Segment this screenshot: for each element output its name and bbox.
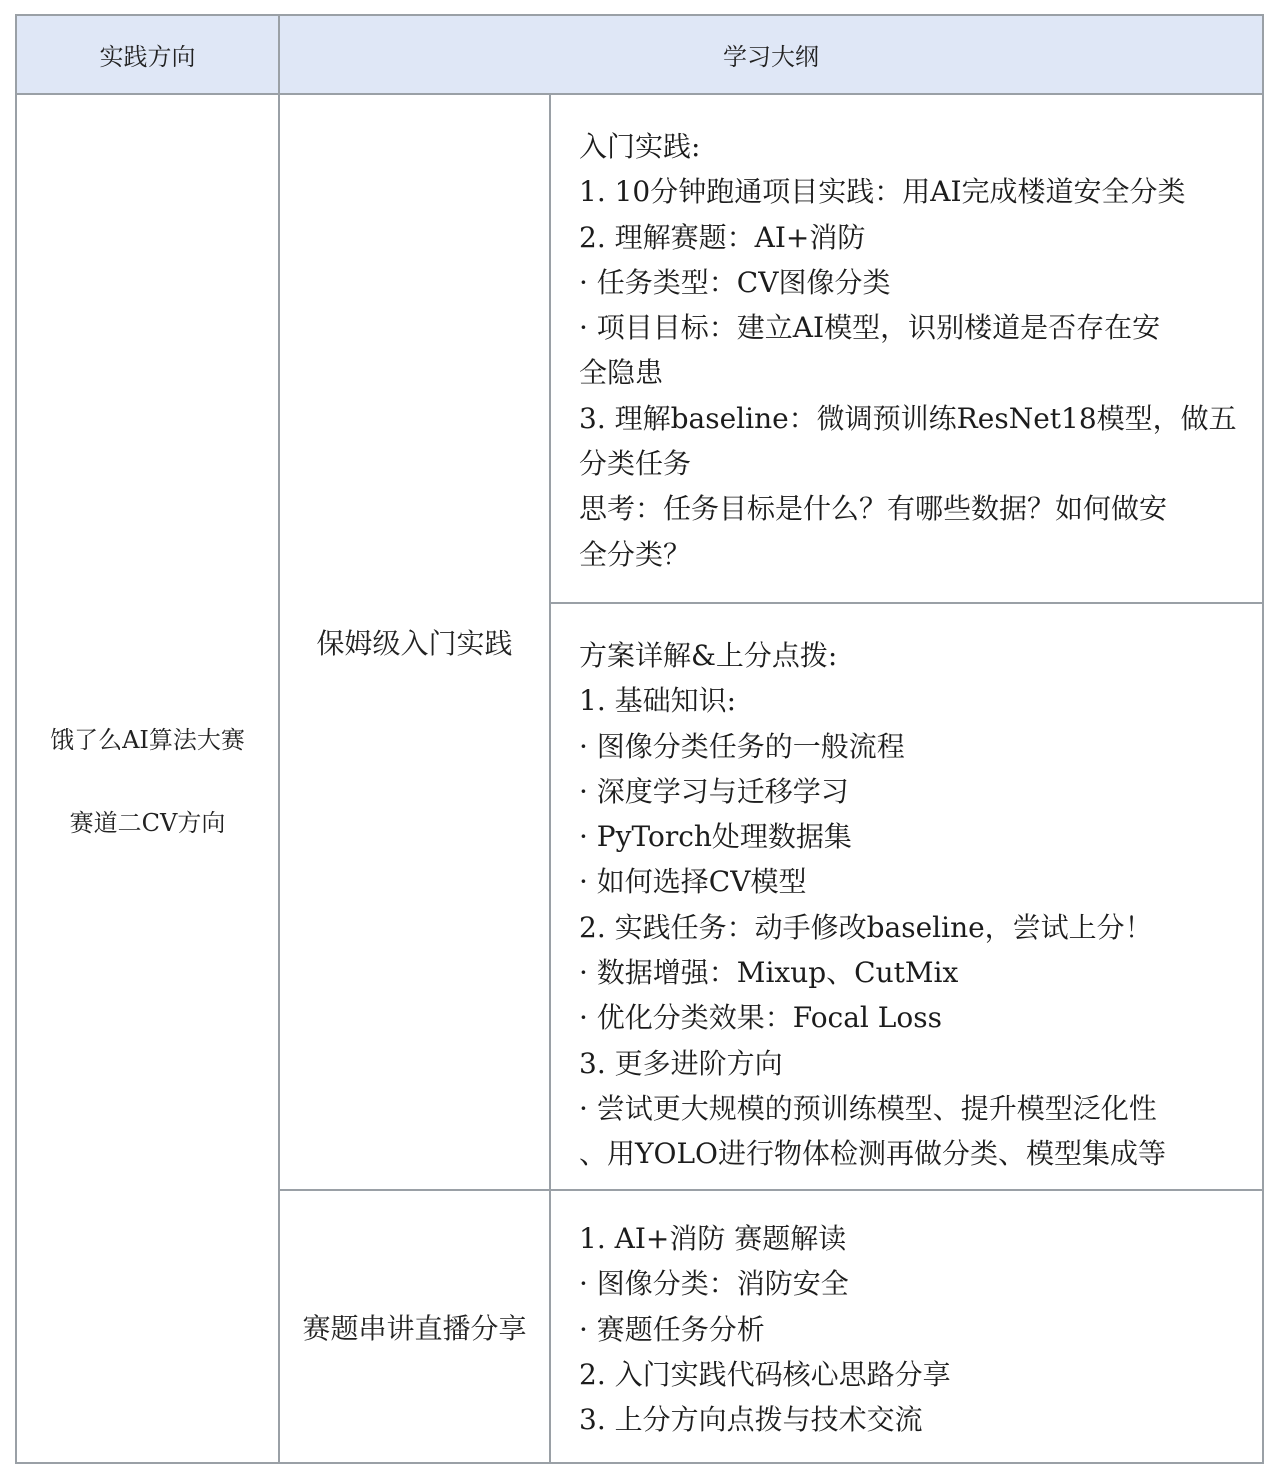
outline-line: 全分类？ [579, 537, 692, 571]
outline-line: 1. AI+消防 赛题解读 [579, 1222, 847, 1255]
outline-line: 1. 10分钟跑通项目实践：用AI完成楼道安全分类 [579, 175, 1186, 209]
outline-line: · PyTorch处理数据集 [579, 820, 852, 854]
outline-line: 分类任务 [579, 447, 692, 481]
header-learning-outline: 学习大纲 [723, 43, 819, 71]
practice-direction-cell [17, 95, 280, 1462]
outline-line: 、用YOLO进行物体检测再做分类、模型集成等 [579, 1137, 1166, 1171]
outline-line: 2. 入门实践代码核心思路分享 [579, 1357, 951, 1391]
outline-line: 全隐患 [579, 356, 664, 390]
table-header [17, 16, 1262, 95]
outline-line: · 图像分类任务的一般流程 [579, 729, 905, 763]
outline-line: · 尝试更大规模的预训练模型、提升模型泛化性 [579, 1091, 1157, 1125]
outline-line: · 赛题任务分析 [579, 1312, 765, 1346]
section-title-livestream: 赛题串讲直播分享 [280, 1191, 551, 1462]
outline-line: 3. 上分方向点拨与技术交流 [579, 1403, 923, 1437]
direction-line-2: 赛道二CV方向 [69, 808, 226, 837]
outline-line: · 数据增强：Mixup、CutMix [579, 956, 959, 990]
outline-line: 2. 理解赛题：AI+消防 [579, 220, 866, 254]
header-practice-direction: 实践方向 [17, 16, 280, 93]
outline-line: 入门实践: [579, 130, 701, 163]
outline-line: · 如何选择CV模型 [579, 865, 807, 899]
outline-line: · 图像分类：消防安全 [579, 1267, 849, 1301]
outline-line: 3. 理解baseline：微调预训练ResNet18模型，做五 [579, 401, 1237, 435]
syllabus-table [15, 14, 1264, 1464]
outline-line: 思考：任务目标是什么？有哪些数据？如何做安 [579, 492, 1168, 526]
outline-cell-solution-tips [551, 604, 1262, 1191]
outline-line: 方案详解&上分点拨: [579, 639, 838, 672]
outline-line: 2. 实践任务：动手修改baseline，尝试上分！ [579, 910, 1153, 944]
outline-line: 3. 更多进阶方向 [579, 1046, 783, 1080]
outline-line: · 深度学习与迁移学习 [579, 774, 849, 808]
outline-line: · 优化分类效果：Focal Loss [579, 1001, 942, 1035]
outline-line: 1. 基础知识: [579, 684, 737, 718]
outline-line: · 项目目标：建立AI模型，识别楼道是否存在安 [579, 311, 1161, 345]
direction-line-1: 饿了么AI算法大赛 [50, 725, 245, 754]
section-title-beginner: 保姆级入门实践 [280, 95, 551, 1191]
outline-line: · 任务类型：CV图像分类 [579, 265, 891, 299]
outline-cell-intro-practice [551, 95, 1262, 604]
outline-cell-livestream [551, 1191, 1262, 1462]
